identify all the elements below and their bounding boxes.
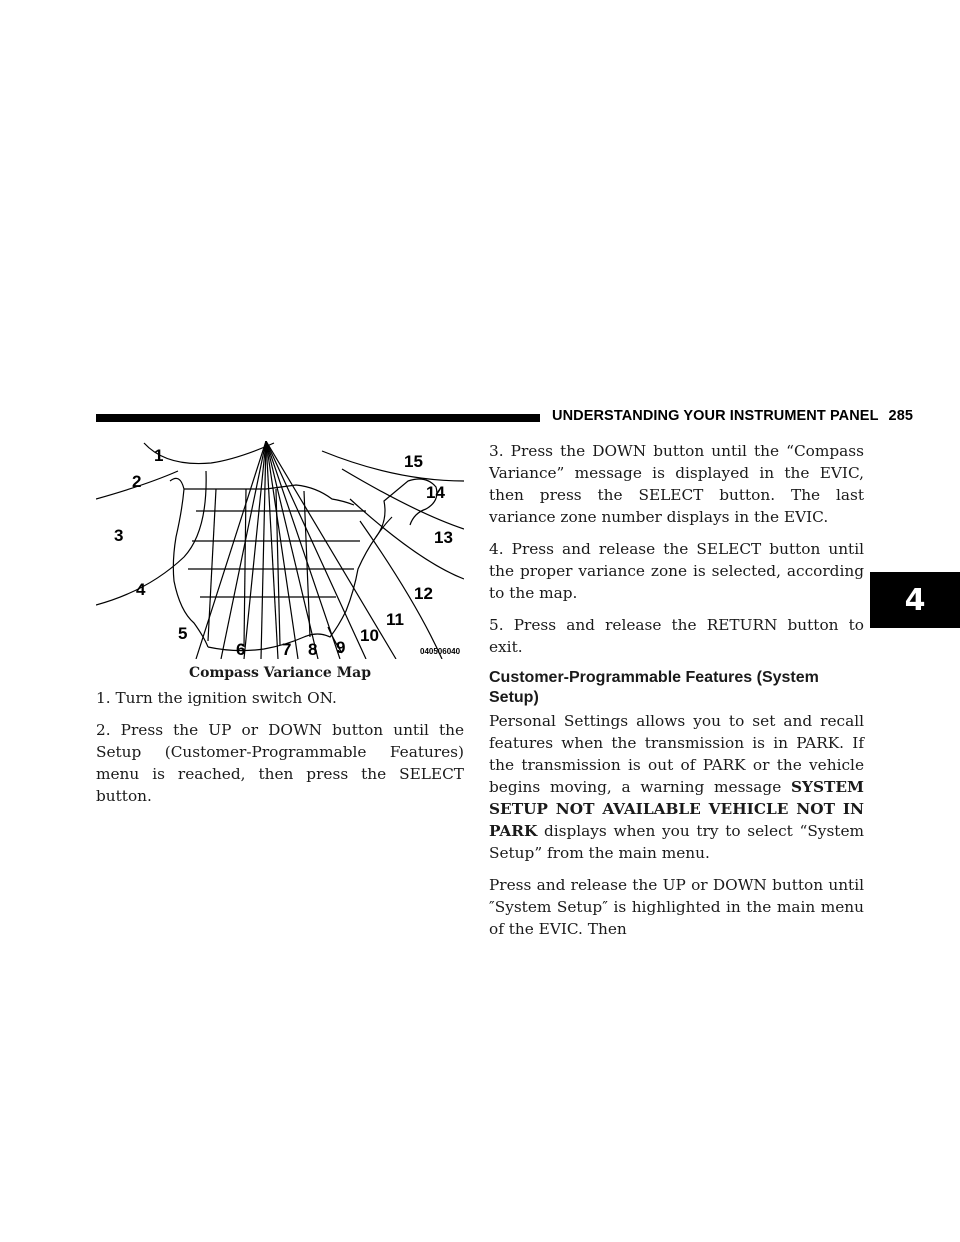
step-5: 5. Press and release the RETURN button to exit. [489, 616, 864, 656]
paragraph-text-end: displays when you try to select “System Setup” from the main menu. [489, 822, 864, 862]
zone-label-14: 14 [426, 483, 445, 502]
system-setup-paragraph: Press and release the UP or DOWN button until ″System Setup″ is highlighted in the main menu of the EVIC. Then [489, 876, 864, 938]
section-heading: Customer-Programmable Features (System Setup) [489, 669, 819, 706]
zone-label-7: 7 [282, 640, 292, 659]
header-rule [96, 414, 540, 422]
zone-label-6: 6 [236, 640, 246, 659]
page-number: 285 [888, 408, 914, 424]
zone-label-5: 5 [178, 624, 188, 643]
zone-label-1: 1 [154, 446, 164, 465]
zone-label-15: 15 [404, 452, 423, 471]
zone-label-11: 11 [386, 610, 404, 629]
zone-label-13: 13 [434, 528, 453, 547]
zone-label-2: 2 [132, 472, 142, 491]
paragraph-text-start: Personal Settings allows you to set and recall features when the transmission is in PARK. If the transmission is out of PARK or the vehicle begins moving, a warning message [489, 712, 864, 796]
zone-label-10: 10 [360, 626, 379, 645]
step-2: 2. Press the UP or DOWN button until the Setup (Customer-Programmable Features) menu is reached, then press the SELECT button. [96, 721, 464, 805]
zone-label-9: 9 [336, 638, 346, 657]
left-column [96, 687, 464, 817]
step-1: 1. Turn the ignition switch ON. [96, 689, 337, 707]
personal-settings-paragraph [489, 710, 864, 864]
figure-code: 040506040 [420, 647, 461, 656]
chapter-tab: 4 [870, 572, 960, 628]
figure-caption: Compass Variance Map [188, 665, 372, 681]
step-4: 4. Press and release the SELECT button until the proper variance zone is selected, according to the map. [489, 540, 864, 602]
zone-label-4: 4 [136, 580, 146, 599]
warning-message: SYSTEM SETUP NOT AVAILABLE VEHICLE NOT IN PARK [489, 778, 864, 840]
right-column [489, 440, 864, 950]
compass-variance-map [96, 441, 464, 659]
step-3: 3. Press the DOWN button until the “Compass Variance” message is displayed in the EVIC, then press the SELECT button. The last variance zone number displays in the EVIC. [489, 442, 864, 526]
running-header [552, 408, 913, 424]
section-title: UNDERSTANDING YOUR INSTRUMENT PANEL [552, 408, 879, 424]
zone-label-8: 8 [308, 640, 318, 659]
zone-label-12: 12 [414, 584, 433, 603]
zone-label-3: 3 [114, 526, 124, 545]
